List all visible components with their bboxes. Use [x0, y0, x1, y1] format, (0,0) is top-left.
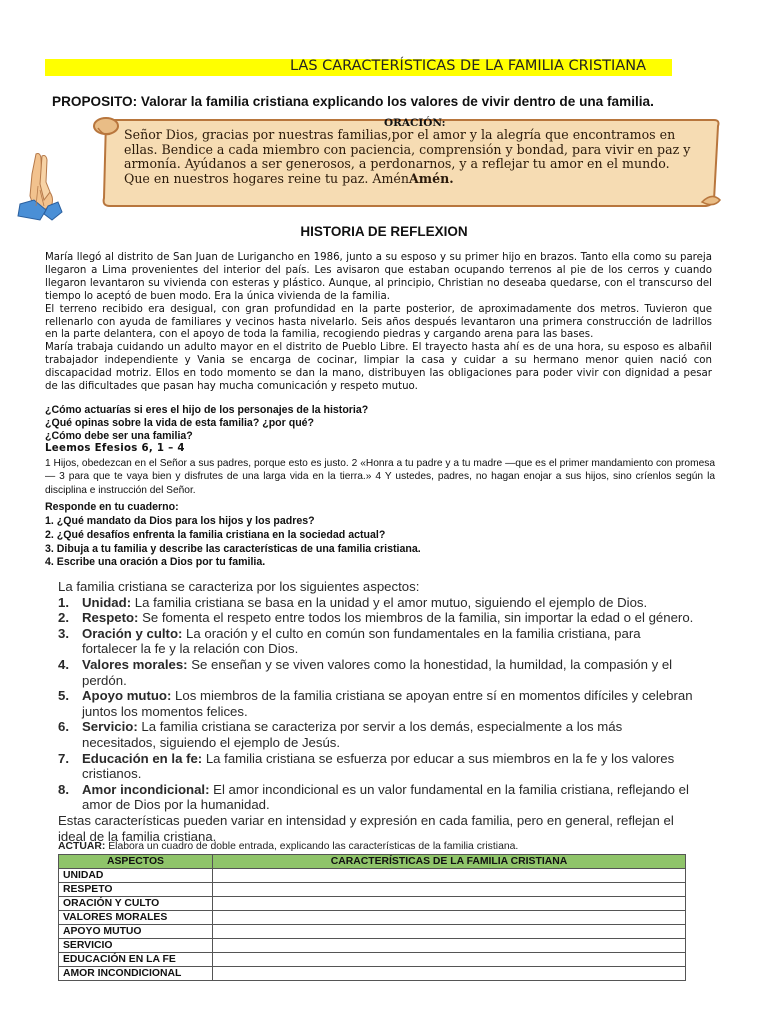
table-cell-aspect: RESPETO — [59, 883, 213, 897]
characteristics-table — [58, 854, 686, 981]
reflection-story — [45, 252, 712, 394]
reflection-story-title: HISTORIA DE REFLEXION — [300, 224, 468, 239]
characteristic-item — [58, 719, 698, 750]
table-row — [59, 869, 686, 883]
item-text: Se fomenta el respeto entre todos los miembros de la familia, sin importar la edad o el género. — [138, 610, 694, 626]
table-header-row — [59, 855, 686, 869]
table-cell-aspect: VALORES MORALES — [59, 911, 213, 925]
prayer-ending: Amén. — [408, 170, 454, 186]
actuar-label: ACTUAR: — [58, 841, 106, 852]
table-cell-aspect: EDUCACIÓN EN LA FE — [59, 953, 213, 967]
task-item: 2. ¿Qué desafíos enfrenta la familia cristiana en la sociedad actual? — [45, 529, 386, 541]
actuar-instruction — [58, 841, 518, 852]
bible-reading: 1 Hijos, obedezcan en el Señor a sus padres, porque esto es justo. 2 «Honra a tu padre y a tu madre —que es el primer mandamiento con promesa— 3 para que te vaya bien y disfrutes de una larga vida en la tierra.» 4 Y ustedes, padres, no hagan enojar a sus hijos, sino críenlos según la disciplina e instrucción del Señor. — [45, 458, 715, 496]
item-number: 8. — [58, 781, 69, 797]
prayer-heading: ORACIÓN: — [384, 117, 446, 129]
actuar-text: Elabora un cuadro de doble entrada, explicando las características de la familia cristiana. — [105, 841, 519, 852]
item-number: 7. — [58, 750, 69, 766]
item-text: La oración y el culto en común son fundamentales en la familia cristiana, para fortalecer la fe y la relación con Dios. — [82, 625, 641, 657]
characteristic-item — [58, 688, 698, 719]
task-item: 1. ¿Qué mandato da Dios para los hijos y los padres? — [45, 515, 315, 527]
prayer-body: Señor Dios, gracias por nuestras familias,por el amor y la alegría que encontramos en ellas. Bendice a cada miembro con paciencia, comprensión y bondad, para vivir en paz y armonía. Ayúdanos a ser generosos, a perdonarnos, y a reflejar tu amor en el mundo. Que en nuestros hogares reine tu paz. Amén — [124, 127, 691, 186]
table-row — [59, 897, 686, 911]
characteristic-item — [58, 626, 698, 657]
table-cell-answer[interactable] — [213, 967, 686, 981]
item-text: La familia cristiana se esfuerza por educar a sus miembros en la fe y los valores cristianos. — [82, 750, 675, 782]
story-paragraph: María trabaja cuidando un adulto mayor en el distrito de Pueblo Libre. El trayecto hasta ahí es de una hora, su esposo es albañil trabajador independiente y Vania se encarga de cocinar, limpiar la casa y cuidar a su hermano menor quien nació con discapacidad motriz. Ellos en todo momento se dan la mano, distribuyen las obligaciones para poder vivir con dignidad a pesar de las dificultades que pasan hay mucha comunicación y respeto mutuo. — [45, 342, 712, 393]
item-text: La familia cristiana se caracteriza por servir a los demás, especialmente a los más necesitados, siguiendo el ejemplo de Jesús. — [82, 719, 623, 750]
item-number: 4. — [58, 656, 69, 672]
purpose-statement: PROPOSITO: Valorar la familia cristiana explicando los valores de vivir dentro de una familia. — [52, 94, 654, 109]
table-cell-answer[interactable] — [213, 897, 686, 911]
item-term: Oración y culto: — [82, 625, 183, 641]
item-text: La familia cristiana se basa en la unidad y el amor mutuo, siguiendo el ejemplo de Dios. — [131, 594, 648, 610]
item-number: 5. — [58, 688, 69, 704]
table-row — [59, 939, 686, 953]
characteristics-section — [58, 579, 698, 844]
table-cell-answer[interactable] — [213, 939, 686, 953]
item-text: Los miembros de la familia cristiana se apoyan entre sí en momentos difíciles y celebran juntos los momentos felices. — [82, 688, 693, 719]
question-item: ¿Cómo actuarías si eres el hijo de los personajes de la historia? — [45, 404, 369, 416]
item-term: Servicio: — [82, 719, 138, 735]
characteristic-item — [58, 782, 698, 813]
item-number: 1. — [58, 594, 69, 610]
question-item: ¿Qué opinas sobre la vida de esta familia? ¿por qué? — [45, 417, 315, 429]
task-item: 3. Dibuja a tu familia y describe las características de una familia cristiana. — [45, 543, 421, 555]
item-text: El amor incondicional es un valor fundamental en la familia cristiana, reflejando el amor de Dios por la humanidad. — [82, 781, 689, 813]
item-term: Educación en la fe: — [82, 750, 203, 766]
prayer-text — [124, 128, 694, 186]
item-term: Amor incondicional: — [82, 781, 210, 797]
table-cell-aspect: ORACIÓN Y CULTO — [59, 897, 213, 911]
characteristic-item — [58, 610, 698, 626]
table-cell-aspect: AMOR INCONDICIONAL — [59, 967, 213, 981]
table-cell-aspect: UNIDAD — [59, 869, 213, 883]
table-cell-answer[interactable] — [213, 869, 686, 883]
task-item: 4. Escribe una oración a Dios por tu familia. — [45, 556, 266, 568]
table-cell-aspect: APOYO MUTUO — [59, 925, 213, 939]
item-text: Se enseñan y se viven valores como la honestidad, la humildad, la compasión y el perdón. — [82, 656, 673, 688]
characteristics-intro: La familia cristiana se caracteriza por los siguientes aspectos: — [58, 579, 420, 594]
item-number: 2. — [58, 610, 69, 626]
item-term: Apoyo mutuo: — [82, 688, 172, 704]
story-paragraph: El terreno recibido era desigual, con gran profundidad en la parte posterior, de aproximadamente dos metros. Tuvieron que rellenarlo con ayuda de familiares y vecinos hasta nivelarlo. Seis años después levantaron una primera construcción de ladrillos en la parte delantera, con el apoyo de toda la familia, recogiendo piedras y cargando arena para las bases. — [45, 303, 712, 341]
table-row — [59, 967, 686, 981]
praying-hands-icon — [14, 150, 64, 222]
page-title: LAS CARACTERÍSTICAS DE LA FAMILIA CRISTIANA — [290, 58, 647, 74]
reading-title: Leemos Efesios 6, 1 – 4 — [45, 443, 185, 454]
table-cell-aspect: SERVICIO — [59, 939, 213, 953]
table-row — [59, 925, 686, 939]
question-item: ¿Cómo debe ser una familia? — [45, 430, 193, 442]
characteristic-item — [58, 657, 698, 688]
characteristics-list — [58, 595, 698, 813]
table-cell-answer[interactable] — [213, 925, 686, 939]
table-header-aspectos: ASPECTOS — [59, 855, 213, 869]
table-cell-answer[interactable] — [213, 953, 686, 967]
table-cell-answer[interactable] — [213, 911, 686, 925]
item-term: Unidad: — [82, 594, 132, 610]
story-paragraph: María llegó al distrito de San Juan de Lurigancho en 1986, junto a su esposo y su primer hijo en brazos. Tanto ella como su pareja llegaron a Lima provenientes del interior del país. Les avisaron que estaban ocupando terrenos al pie de los cerros y cuando llegaron levantaron su vivienda con esteras y plástico. Aunque, al principio, Christian no deseaba quedarse, con el transcurso del tiempo lo aceptó de buen modo. Era la única vivienda de la familia. — [45, 252, 712, 302]
characteristic-item — [58, 595, 698, 611]
item-term: Valores morales: — [82, 656, 188, 672]
table-row — [59, 883, 686, 897]
characteristic-item — [58, 751, 698, 782]
item-term: Respeto: — [82, 610, 139, 626]
characteristics-closing: Estas características pueden variar en intensidad y expresión en cada familia, pero en general, reflejan el ideal de la familia cristiana. — [58, 812, 674, 844]
table-row — [59, 911, 686, 925]
item-number: 6. — [58, 719, 69, 735]
table-cell-answer[interactable] — [213, 883, 686, 897]
item-number: 3. — [58, 625, 69, 641]
table-row — [59, 953, 686, 967]
table-header-caracteristicas: CARACTERÍSTICAS DE LA FAMILIA CRISTIANA — [213, 855, 686, 869]
notebook-heading: Responde en tu cuaderno: — [45, 501, 179, 513]
